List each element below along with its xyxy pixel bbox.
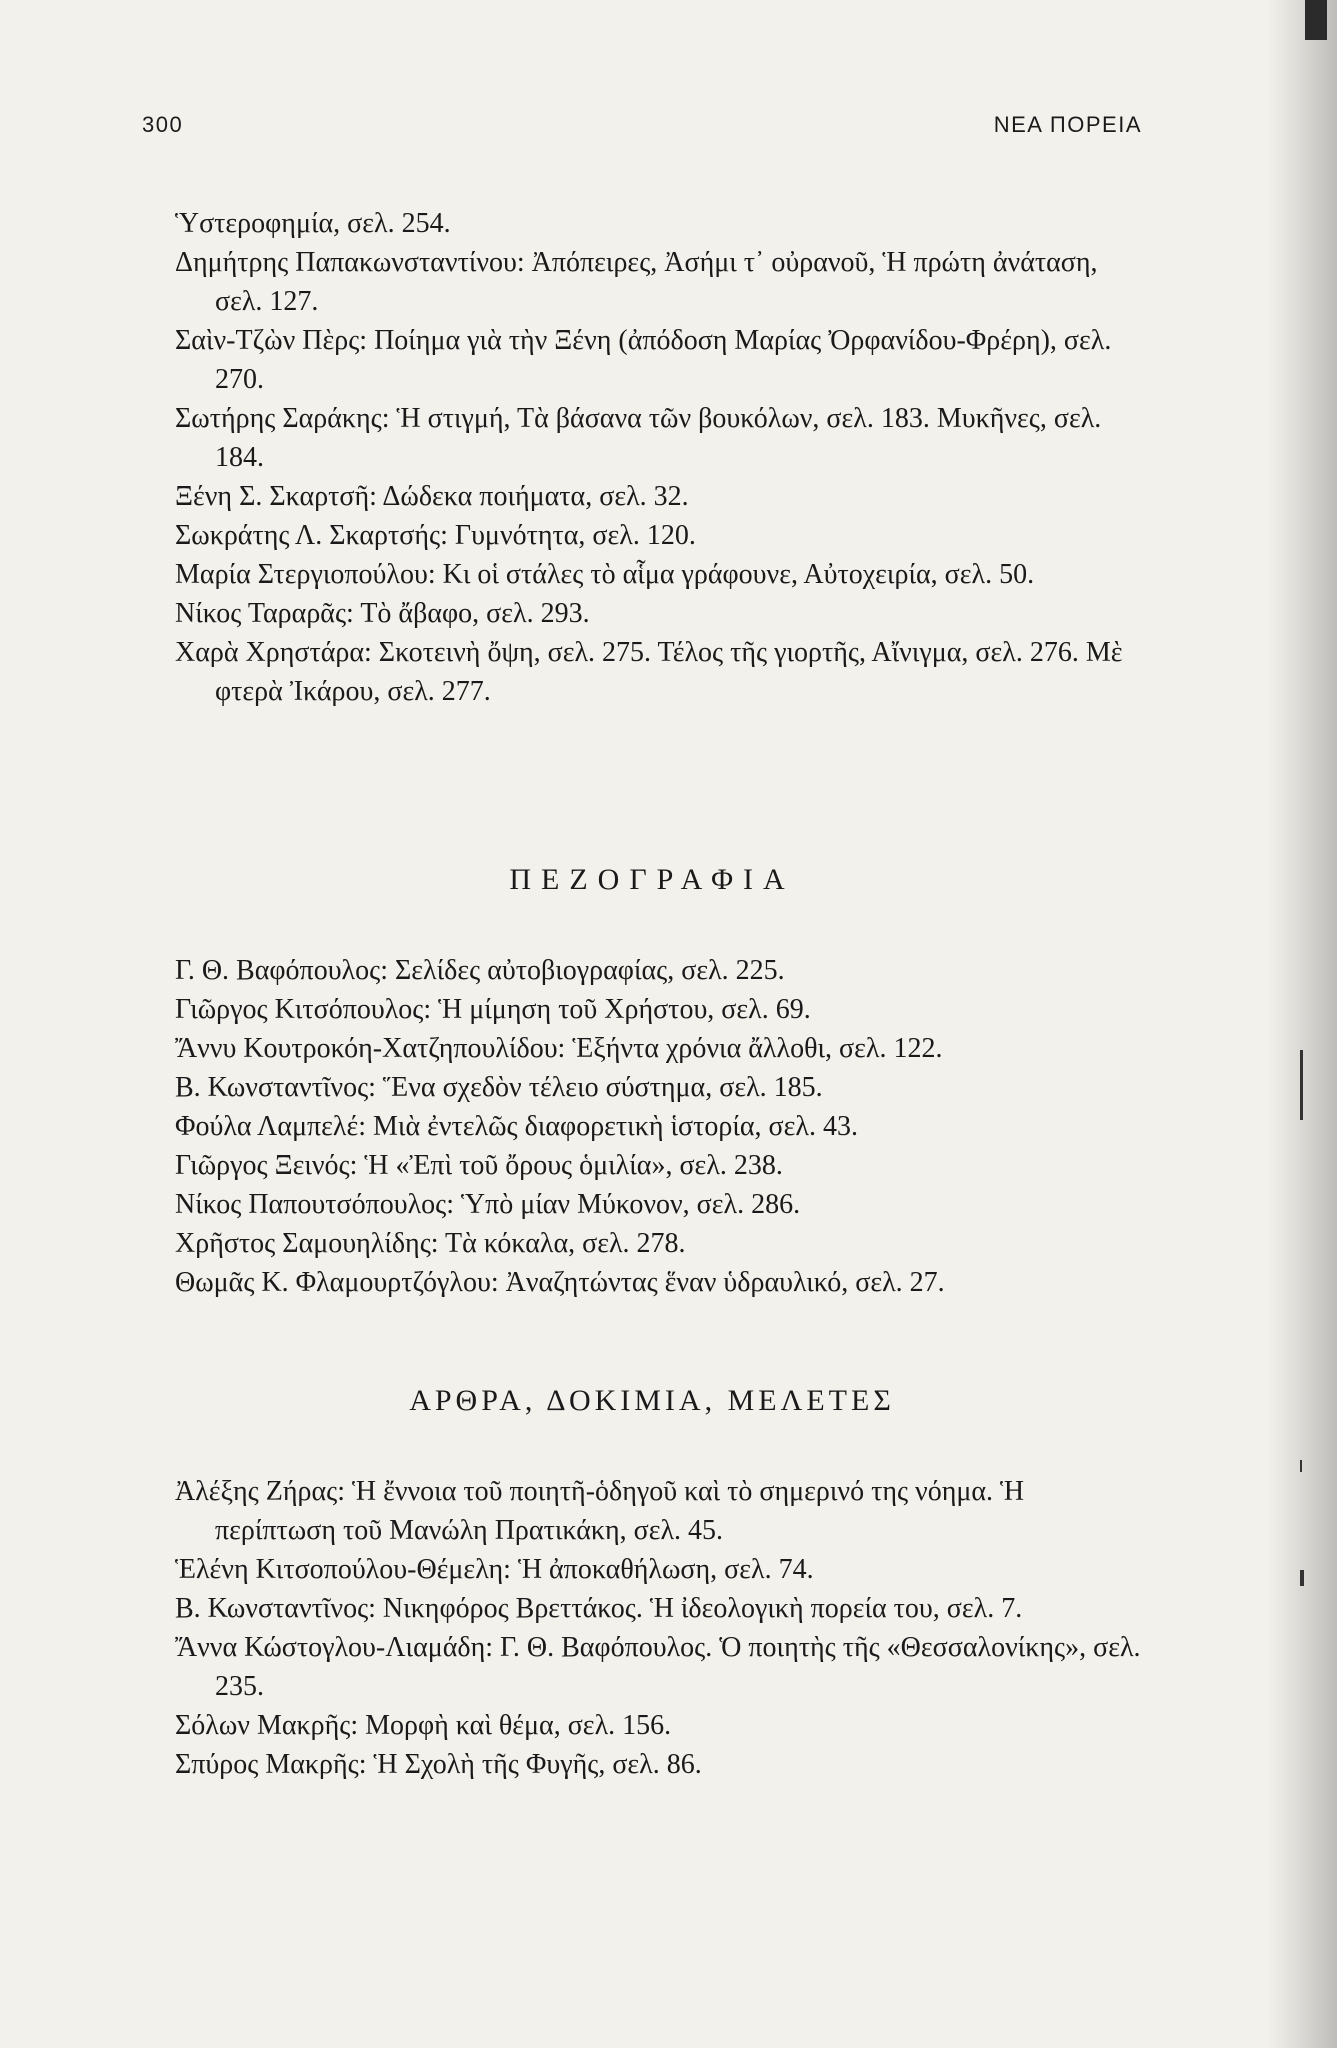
index-entry: Σαὶν-Τζὼν Πὲρς: Ποίημα γιὰ τὴν Ξένη (ἀπόδοση Μαρίας Ὀρφανίδου-Φρέρη), σελ. 270. <box>175 325 1112 395</box>
margin-mark <box>1300 1570 1304 1586</box>
index-entry: Σόλων Μακρῆς: Μορφὴ καὶ θέμα, σελ. 156. <box>175 1710 672 1741</box>
binding-shadow <box>1267 0 1337 2048</box>
index-entry: Χαρὰ Χρηστάρα: Σκοτεινὴ ὄψη, σελ. 275. Τέλος τῆς γιορτῆς, Αἴνιγμα, σελ. 276. Μὲ φτερὰ Ἰκάρου, σελ. 277. <box>175 637 1123 707</box>
index-entry: Δημήτρης Παπακωνσταντίνου: Ἀπόπειρες, Ἀσήμι τ᾽ οὐρανοῦ, Ἡ πρώτη ἀνάταση, σελ. 127. <box>175 247 1098 317</box>
index-entry: Ἄννα Κώστογλου-Λιαμάδη: Γ. Θ. Βαφόπουλος. Ὁ ποιητὴς τῆς «Θεσσαλονίκης», σελ. 235. <box>175 1632 1141 1702</box>
index-entry: Ξένη Σ. Σκαρτσῆ: Δώδεκα ποιήματα, σελ. 32. <box>175 481 689 512</box>
index-entry: Θωμᾶς Κ. Φλαμουρτζόγλου: Ἀναζητώντας ἕναν ὑδραυλικό, σελ. 27. <box>175 1267 945 1298</box>
index-entry: Β. Κωνσταντῖνος: Νικηφόρος Βρεττάκος. Ἡ ἰδεολογικὴ πορεία του, σελ. 7. <box>175 1593 1023 1624</box>
index-entry: Β. Κωνσταντῖνος: Ἕνα σχεδὸν τέλειο σύστημα, σελ. 185. <box>175 1072 823 1103</box>
index-entry: Γιῶργος Ξεινός: Ἡ «Ἐπὶ τοῦ ὄρους ὁμιλία», σελ. 238. <box>175 1150 783 1181</box>
margin-mark <box>1300 1050 1303 1120</box>
index-entry: Νίκος Ταραρᾶς: Τὸ ἄβαφο, σελ. 293. <box>175 598 590 629</box>
index-entry: Γιῶργος Κιτσόπουλος: Ἡ μίμηση τοῦ Χρήστου, σελ. 69. <box>175 994 811 1025</box>
prose-index-list <box>175 951 1150 1302</box>
poetry-index-list <box>175 204 1150 711</box>
index-entry: Ἄννυ Κουτροκόη-Χατζηπουλίδου: Ἑξήντα χρόνια ἄλλοθι, σελ. 122. <box>175 1033 943 1064</box>
index-entry: Σπύρος Μακρῆς: Ἡ Σχολὴ τῆς Φυγῆς, σελ. 86. <box>175 1749 702 1780</box>
index-entry: Μαρία Στεργιοπούλου: Κι οἱ στάλες τὸ αἷμα γράφουνε, Αὐτοχειρία, σελ. 50. <box>175 559 1035 590</box>
index-entry: Σωκράτης Λ. Σκαρτσής: Γυμνότητα, σελ. 120. <box>175 520 696 551</box>
index-entry: Ἀλέξης Ζήρας: Ἡ ἔννοια τοῦ ποιητῆ-ὁδηγοῦ καὶ τὸ σημερινό της νόημα. Ἡ περίπτωση τοῦ Μανώλη Πρατικάκη, σελ. 45. <box>175 1476 1025 1546</box>
index-entry: Σωτήρης Σαράκης: Ἡ στιγμή, Τὰ βάσανα τῶν βουκόλων, σελ. 183. Μυκῆνες, σελ. 184. <box>175 403 1102 473</box>
essays-index-list <box>175 1472 1150 1784</box>
running-head <box>142 112 1142 152</box>
index-entry: Νίκος Παπουτσόπουλος: Ὑπὸ μίαν Μύκονον, σελ. 286. <box>175 1189 801 1220</box>
journal-title: ΝΕΑ ΠΟΡΕΙΑ <box>993 112 1142 137</box>
index-entry: Χρῆστος Σαμουηλίδης: Τὰ κόκαλα, σελ. 278. <box>175 1228 686 1259</box>
section-heading-prose: ΠΕΖΟΓΡΑΦΙΑ <box>509 863 795 896</box>
margin-mark <box>1300 1460 1302 1472</box>
section-heading-essays: ΑΡΘΡΑ, ΔΟΚΙΜΙΑ, ΜΕΛΕΤΕΣ <box>409 1384 895 1417</box>
page-number: 300 <box>142 112 184 137</box>
index-entry: Γ. Θ. Βαφόπουλος: Σελίδες αὐτοβιογραφίας, σελ. 225. <box>175 955 785 986</box>
index-entry: Ἑλένη Κιτσοπούλου-Θέμελη: Ἡ ἀποκαθήλωση, σελ. 74. <box>175 1554 814 1585</box>
index-entry: Φούλα Λαμπελέ: Μιὰ ἐντελῶς διαφορετικὴ ἱστορία, σελ. 43. <box>175 1111 858 1142</box>
binding-edge-mark <box>1305 0 1327 40</box>
index-entry: Ὑστεροφημία, σελ. 254. <box>175 208 451 239</box>
